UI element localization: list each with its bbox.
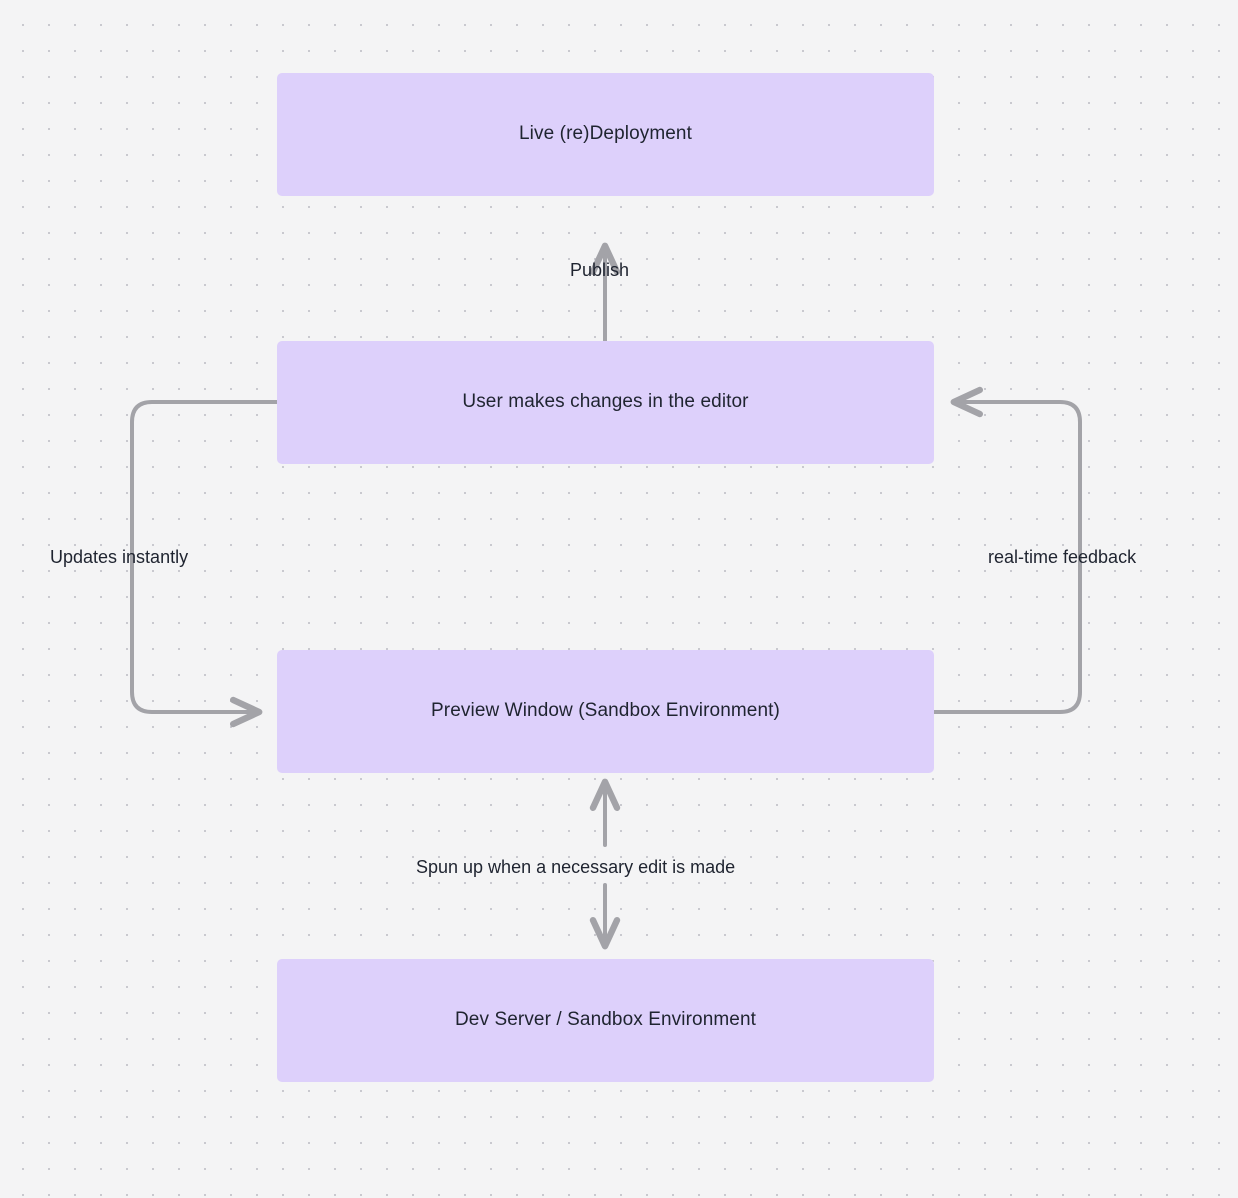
node-dev-server[interactable] (277, 959, 934, 1082)
node-label: Dev Server / Sandbox Environment (454, 1009, 756, 1031)
node-user-makes-changes[interactable] (277, 341, 934, 464)
node-label: User makes changes in the editor (462, 391, 749, 413)
edge-label-publish: Publish (570, 260, 630, 280)
edge-label-updates-instantly: Updates instantly (50, 547, 189, 567)
node-label: Preview Window (Sandbox Environment) (431, 700, 780, 722)
node-label: Live (re)Deployment (519, 123, 692, 145)
node-preview-window[interactable] (277, 650, 934, 773)
edge-label-spun-up: Spun up when a necessary edit is made (416, 857, 736, 877)
node-live-redeployment[interactable] (277, 73, 934, 196)
edge-label-real-time-feedback: real-time feedback (988, 547, 1137, 567)
